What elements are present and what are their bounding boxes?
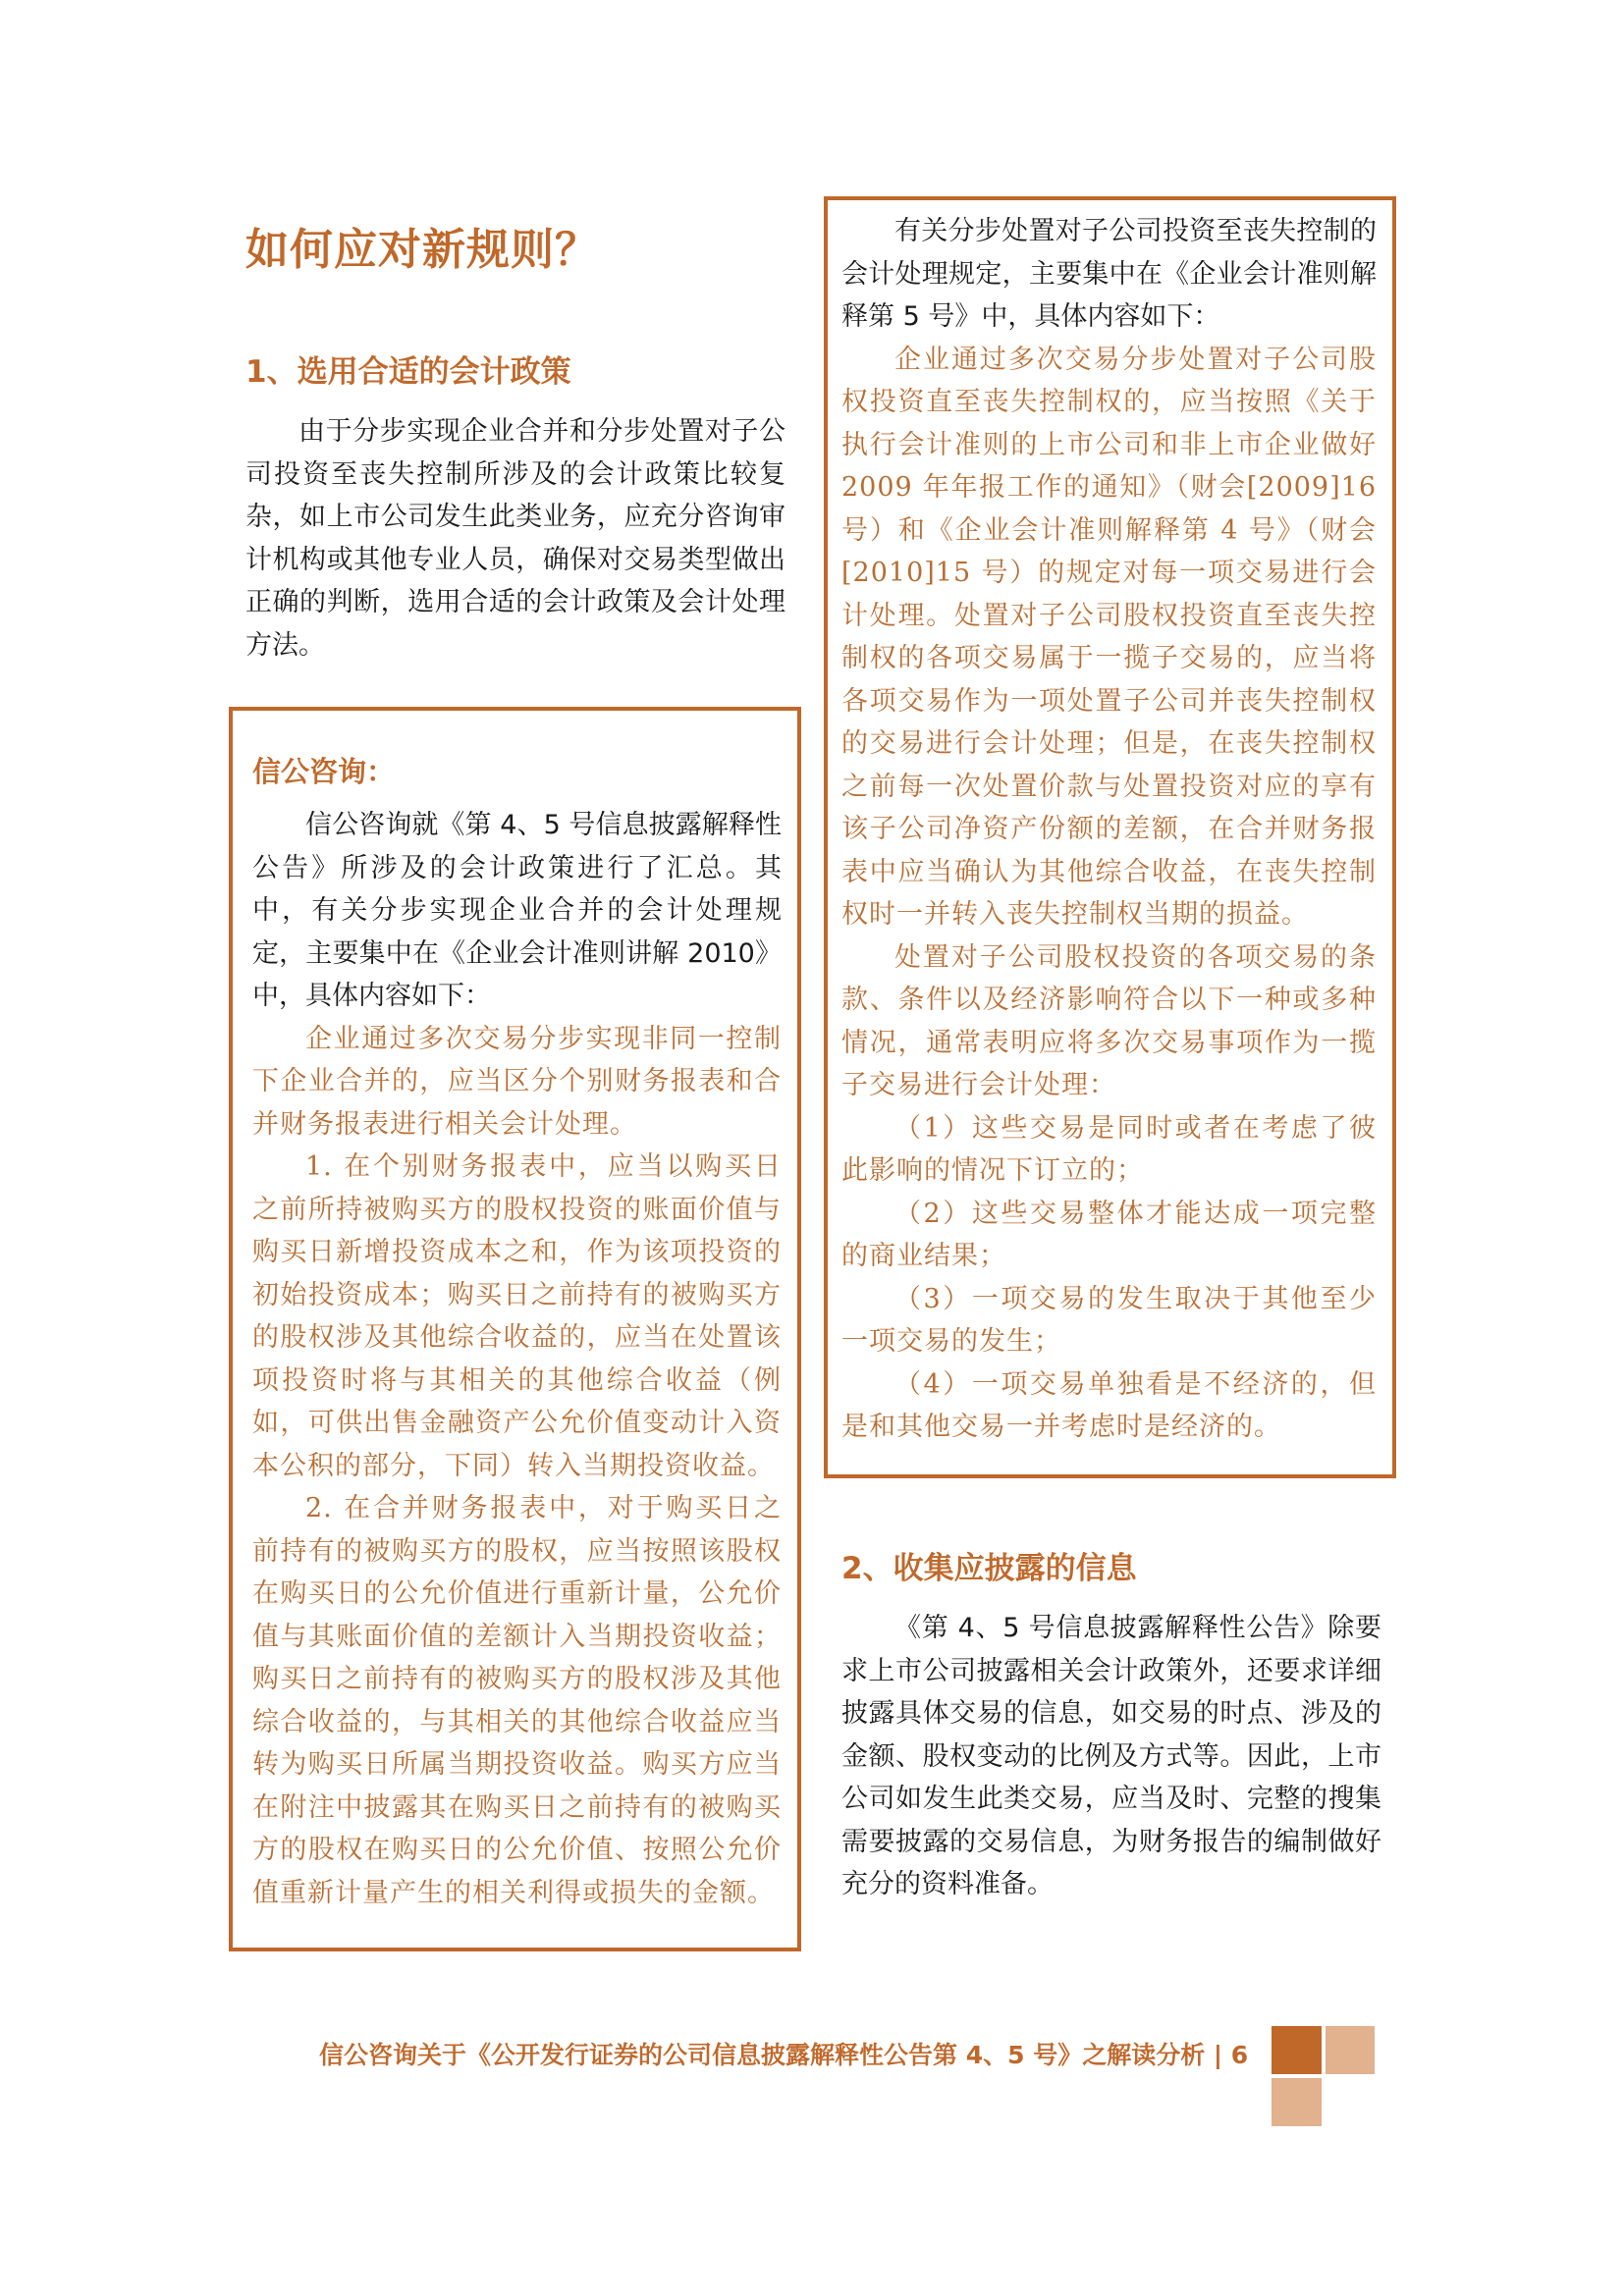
quote-paragraph: 处置对子公司股权投资的各项交易的条款、条件以及经济影响符合以下一种或多种情况，通常表明应将多次交易事项作为一揽子交易进行会计处理： — [841, 941, 1377, 1100]
criteria-item: （3）一项交易的发生取决于其他至少一项交易的发生； — [841, 1283, 1377, 1357]
consulting-note-box — [229, 707, 801, 1951]
section-1-heading: 1、选用合适的会计政策 — [245, 354, 571, 390]
quote-paragraph: 1. 在个别财务报表中，应当以购买日之前所持被购买方的股权投资的账面价值与购买日新增投资成本之和，作为该项投资的初始投资成本；购买日之前持有的被购买方的股权涉及其他综合收益的，应当在处置该项投资时将与其相关的其他综合收益（例如，可供出售金融资产公允价值变动计入资本公积的部分，下同）转入当期投资收益。 — [252, 1151, 782, 1481]
criteria-item: （2）这些交易整体才能达成一项完整的商业结果； — [841, 1198, 1377, 1271]
section-2-paragraph: 《第 4、5 号信息披露解释性公告》除要求上市公司披露相关会计政策外，还要求详细披露具体交易的信息，如交易的时点、涉及的金额、股权变动的比例及方式等。因此，上市公司如发生此类交易，应当及时、完整的搜集需要披露的交易信息，为财务报告的编制做好充分的资料准备。 — [841, 1613, 1381, 1899]
quote-paragraph: 2. 在合并财务报表中，对于购买日之前持有的被购买方的股权，应当按照该股权在购买日的公允价值进行重新计量，公允价值与其账面价值的差额计入当期投资收益；购买日之前持有的被购买方的股权涉及其他综合收益的，与其相关的其他综合收益应当转为购买日所属当期投资收益。购买方应当在附注中披露其在购买日之前持有的被购买方的股权在购买日的公允价值、按照公允价值重新计量产生的相关利得或损失的金额。 — [252, 1493, 782, 1908]
page-heading: 如何应对新规则？ — [245, 225, 599, 275]
quote-paragraph: 企业通过多次交易分步实现非同一控制下企业合并的，应当区分个别财务报表和合并财务报表进行相关会计处理。 — [252, 1023, 782, 1140]
section-2-heading: 2、收集应披露的信息 — [841, 1551, 1137, 1586]
quote-paragraph: 企业通过多次交易分步处置对子公司股权投资直至丧失控制权的，应当按照《关于执行会计准则的上市公司和非上市企业做好 2009 年年报工作的通知》（财会[2009]16 号）和《企业会计准则解释第 4 号》（财会[2010]15 号）的规定对每一项交易进行会计处理。处置对子公司股权投资直至丧失控制权的各项交易属于一揽子交易的，应当将各项交易作为一项处置子公司并丧失控制权的交易进行会计处理；但是，在丧失控制权之前每一次处置价款与处置投资对应的享有该子公司净资产份额的差额，在合并财务报表中应当确认为其他综合收益，在丧失控制权时一并转入丧失控制权当期的损益。 — [841, 344, 1377, 930]
box-intro: 信公咨询就《第 4、5 号信息披露解释性公告》所涉及的会计政策进行了汇总。其中，有关分步实现企业合并的会计处理规定，主要集中在《企业会计准则讲解 2010》中，具体内容如下： — [252, 810, 782, 1011]
section-1-paragraph: 由于分步实现企业合并和分步处置对子公司投资至丧失控制所涉及的会计政策比较复杂，如上市公司发生此类业务，应充分咨询审计机构或其他专业人员，确保对交易类型做出正确的判断，选用合适的会计政策及会计处理方法。 — [245, 416, 785, 661]
disposal-rules-box — [824, 196, 1396, 1478]
decor-square-light — [1326, 2026, 1375, 2074]
footer-title: 信公咨询关于《公开发行证券的公司信息披露解释性公告第 4、5 号》之解读分析 | 6 — [319, 2041, 1249, 2069]
box-intro: 有关分步处置对子公司投资至丧失控制的会计处理规定，主要集中在《企业会计准则解释第 5 号》中，具体内容如下： — [841, 216, 1377, 332]
decor-square-light — [1272, 2078, 1322, 2126]
decor-square-dark — [1272, 2026, 1322, 2074]
box-title: 信公咨询： — [252, 755, 396, 788]
criteria-item: （4）一项交易单独看是不经济的，但是和其他交易一并考虑时是经济的。 — [841, 1368, 1377, 1442]
criteria-item: （1）这些交易是同时或者在考虑了彼此影响的情况下订立的； — [841, 1112, 1377, 1186]
